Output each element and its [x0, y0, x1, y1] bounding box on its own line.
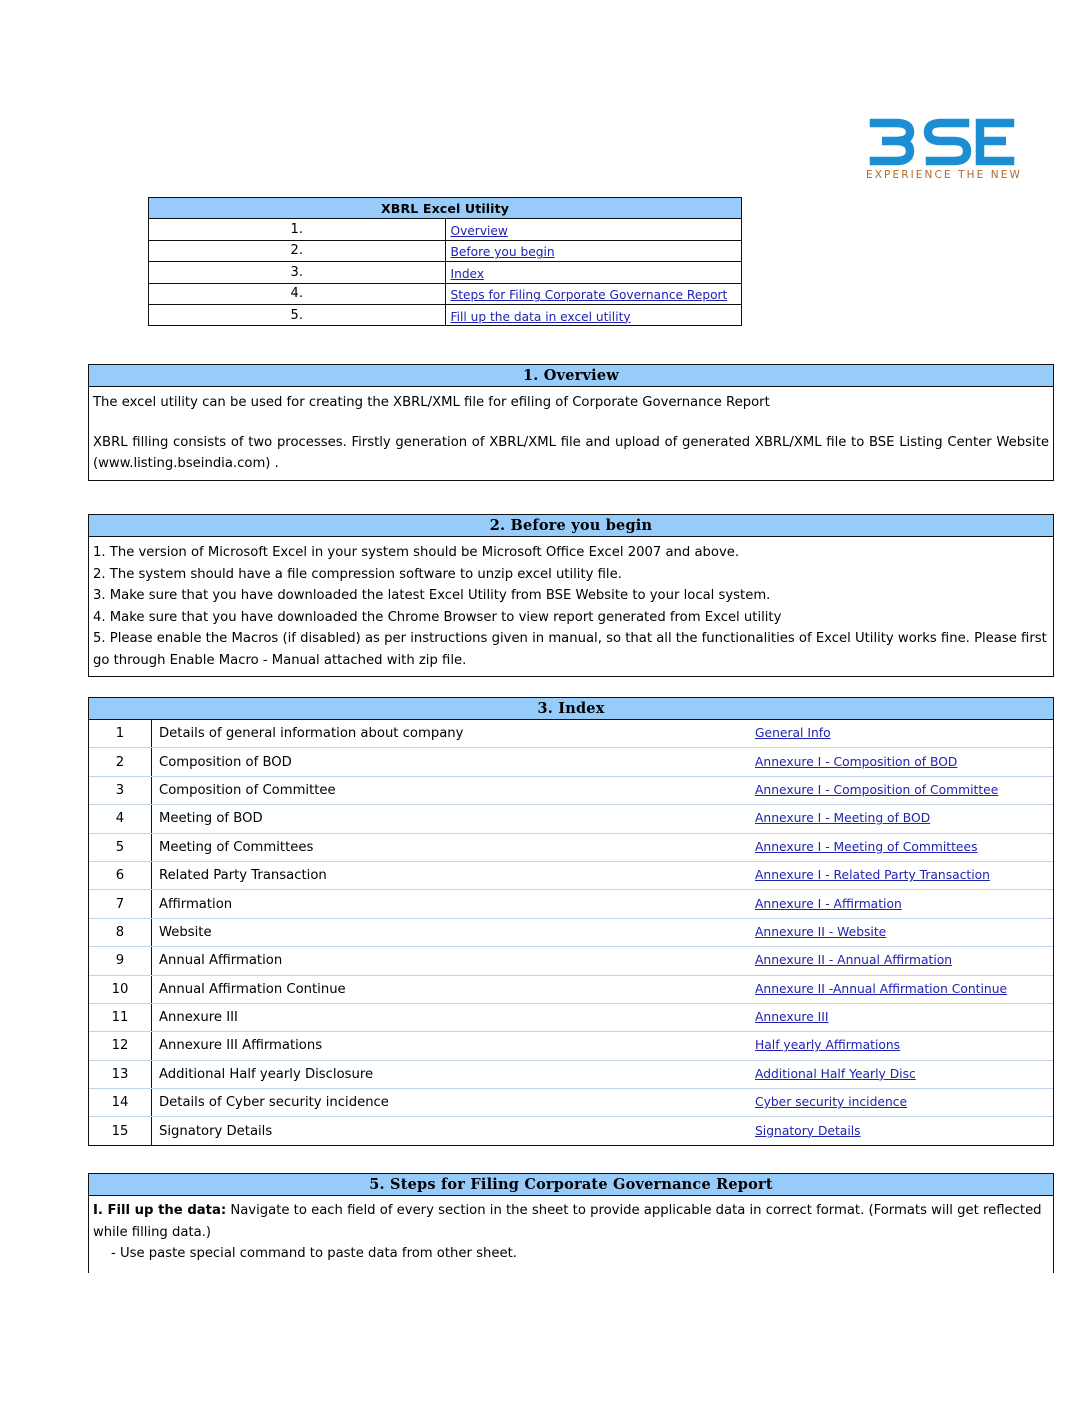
nav-link-cell[interactable]	[445, 219, 742, 240]
index-row-link[interactable]: Annexure II -Annual Affirmation Continue	[755, 981, 1008, 996]
index-table-row	[89, 890, 1053, 918]
link-fill-up-the-data-in-excel-utility[interactable]: Fill up the data in excel utility	[450, 309, 631, 324]
index-row-description: Related Party Transaction	[152, 861, 750, 889]
index-row-number: 5	[89, 833, 152, 861]
before-you-begin-line: 1. The version of Microsoft Excel in your system should be Microsoft Office Excel 2007 and above.	[93, 545, 740, 560]
index-row-description: Annual Affirmation Continue	[152, 975, 750, 1003]
link-steps-for-filing-corporate-governance-report[interactable]: Steps for Filing Corporate Governance Report	[450, 288, 728, 303]
bse-logo-mark	[866, 116, 1018, 168]
link-before-you-begin[interactable]: Before you begin	[450, 245, 555, 260]
nav-row-number: 5.	[149, 304, 446, 325]
index-table-row	[89, 975, 1053, 1003]
nav-row-number: 4.	[149, 283, 446, 304]
nav-row-number: 1.	[149, 219, 446, 240]
overview-spacer	[93, 414, 1049, 432]
nav-table-title: XBRL Excel Utility	[149, 198, 742, 219]
nav-link-cell[interactable]	[445, 262, 742, 283]
index-table-row	[89, 748, 1053, 776]
index-table-row	[89, 833, 1053, 861]
nav-row-fill-up-data	[149, 304, 742, 325]
index-row-description: Details of general information about company	[152, 720, 750, 748]
nav-link-cell[interactable]	[445, 283, 742, 304]
index-row-link-cell[interactable]	[749, 833, 1053, 861]
xbrl-excel-utility-nav-table	[148, 197, 742, 326]
steps-heading: 5. Steps for Filing Corporate Governance Report	[89, 1174, 1053, 1196]
index-row-description: Affirmation	[152, 890, 750, 918]
index-row-number: 4	[89, 805, 152, 833]
nav-link-cell[interactable]	[445, 240, 742, 261]
index-row-description: Website	[152, 918, 750, 946]
index-row-description: Details of Cyber security incidence	[152, 1089, 750, 1117]
index-row-number: 11	[89, 1003, 152, 1031]
index-table-row	[89, 1060, 1053, 1088]
nav-row-index	[149, 262, 742, 283]
index-row-link[interactable]: Additional Half Yearly Disc	[755, 1066, 916, 1081]
before-you-begin-line: 4. Make sure that you have downloaded the Chrome Browser to view report generated from Excel utility	[93, 609, 782, 625]
overview-paragraph-1: The excel utility can be used for creating the XBRL/XML file for efiling of Corporate Governance Report	[93, 395, 770, 410]
index-row-link[interactable]: General Info	[755, 726, 831, 741]
index-table-row	[89, 861, 1053, 889]
index-row-number: 13	[89, 1060, 152, 1088]
index-row-number: 6	[89, 861, 152, 889]
index-row-link[interactable]: Annexure I - Meeting of BOD	[755, 811, 931, 826]
index-row-link-cell[interactable]	[749, 1060, 1053, 1088]
nav-row-overview	[149, 219, 742, 240]
before-you-begin-line: 2. The system should have a file compression software to unzip excel utility file.	[93, 566, 622, 582]
index-row-description: Composition of Committee	[152, 776, 750, 804]
index-row-number: 7	[89, 890, 152, 918]
index-row-link-cell[interactable]	[749, 748, 1053, 776]
index-row-number: 12	[89, 1032, 152, 1060]
index-table-row	[89, 1117, 1053, 1145]
link-overview[interactable]: Overview	[450, 224, 508, 239]
overview-paragraph-2: XBRL filling consists of two processes. Firstly generation of XBRL/XML file and upload of generated XBRL/XML file to BSE Listing Center Website (www.listing.bseindia.com) .	[93, 434, 1049, 471]
link-index[interactable]: Index	[450, 266, 485, 281]
steps-item-1-label: I. Fill up the data:	[93, 1203, 227, 1218]
index-row-link-cell[interactable]	[749, 890, 1053, 918]
steps-item-1-text: Navigate to each field of every section in the sheet to provide applicable data in correct format. (Formats will get reflected while filling data.)	[93, 1203, 1042, 1240]
nav-link-cell[interactable]	[445, 304, 742, 325]
index-section	[88, 697, 1054, 1146]
index-row-link[interactable]: Annexure I - Related Party Transaction	[755, 868, 990, 883]
index-table-row	[89, 947, 1053, 975]
index-row-number: 15	[89, 1117, 152, 1145]
index-row-link[interactable]: Annexure I - Meeting of Committees	[755, 839, 978, 854]
index-row-number: 2	[89, 748, 152, 776]
index-row-link[interactable]: Annexure I - Composition of Committee	[755, 782, 999, 797]
index-row-number: 8	[89, 918, 152, 946]
index-row-link[interactable]: Annexure III	[755, 1010, 829, 1025]
steps-section	[88, 1173, 1054, 1273]
index-row-link[interactable]: Signatory Details	[755, 1123, 861, 1138]
nav-table-header-row	[149, 198, 742, 219]
before-you-begin-section	[88, 514, 1054, 677]
nav-row-before-you-begin	[149, 240, 742, 261]
index-row-link[interactable]: Half yearly Affirmations	[755, 1038, 901, 1053]
index-row-link-cell[interactable]	[749, 1117, 1053, 1145]
bse-logo-tagline: EXPERIENCE THE NEW	[866, 169, 1022, 181]
index-row-description: Signatory Details	[159, 1123, 273, 1139]
index-table-row	[89, 776, 1053, 804]
index-row-description: Composition of BOD	[152, 748, 750, 776]
index-row-link-cell[interactable]	[749, 947, 1053, 975]
index-row-link-cell[interactable]	[749, 861, 1053, 889]
overview-heading: 1. Overview	[89, 365, 1053, 387]
overview-body	[89, 387, 1053, 480]
before-you-begin-line: 3. Make sure that you have downloaded the latest Excel Utility from BSE Website to your local system.	[93, 588, 771, 603]
overview-section	[88, 364, 1054, 481]
index-row-link-cell[interactable]	[749, 720, 1053, 748]
index-row-number: 3	[89, 776, 152, 804]
index-row-number: 10	[89, 975, 152, 1003]
index-row-link-cell[interactable]	[749, 1032, 1053, 1060]
index-row-description: Annual Affirmation	[152, 947, 750, 975]
index-row-link-cell[interactable]	[749, 1003, 1053, 1031]
before-you-begin-heading: 2. Before you begin	[89, 515, 1053, 537]
index-row-link[interactable]: Annexure II - Annual Affirmation	[755, 953, 953, 968]
index-row-number: 14	[89, 1089, 152, 1117]
nav-row-steps-for-filing	[149, 283, 742, 304]
index-row-number: 1	[89, 720, 152, 748]
nav-row-number: 2.	[149, 240, 446, 261]
index-row-link-cell[interactable]	[749, 776, 1053, 804]
index-row-link[interactable]: Annexure II - Website	[755, 924, 887, 939]
before-you-begin-body	[89, 537, 1053, 676]
index-table-row	[89, 918, 1053, 946]
index-table-row	[89, 805, 1053, 833]
index-table-row	[89, 1032, 1053, 1060]
index-row-link-cell[interactable]	[749, 975, 1053, 1003]
index-row-link[interactable]: Cyber security incidence	[755, 1095, 908, 1110]
index-table-body	[89, 720, 1053, 1145]
index-row-link[interactable]: Annexure I - Composition of BOD	[755, 754, 958, 769]
index-table-row	[89, 1003, 1053, 1031]
bse-logo	[866, 116, 1026, 190]
index-row-description: Annexure III Affirmations	[152, 1032, 750, 1060]
index-row-link-cell[interactable]	[749, 805, 1053, 833]
index-row-link-cell[interactable]	[749, 1089, 1053, 1117]
steps-item-1-sub: - Use paste special command to paste data from other sheet.	[111, 1246, 517, 1261]
nav-row-number: 3.	[149, 262, 446, 283]
index-table	[89, 720, 1053, 1145]
index-row-number: 9	[89, 947, 152, 975]
steps-item-1	[93, 1200, 1049, 1243]
index-heading: 3. Index	[89, 698, 1053, 720]
steps-body	[89, 1196, 1053, 1265]
index-row-description: Additional Half yearly Disclosure	[152, 1060, 750, 1088]
index-row-link[interactable]: Annexure I - Affirmation	[755, 896, 902, 911]
before-you-begin-line: 5. Please enable the Macros (if disabled) as per instructions given in manual, so that all the functionalities of Excel Utility works fine. Please first go through Enable Macro - Manual attached with zip file.	[93, 631, 1047, 668]
index-row-description: Meeting of Committees	[152, 833, 750, 861]
index-table-row	[89, 720, 1053, 748]
index-row-description: Meeting of BOD	[152, 805, 750, 833]
index-row-link-cell[interactable]	[749, 918, 1053, 946]
index-row-description: Annexure III	[152, 1003, 750, 1031]
index-table-row	[89, 1089, 1053, 1117]
